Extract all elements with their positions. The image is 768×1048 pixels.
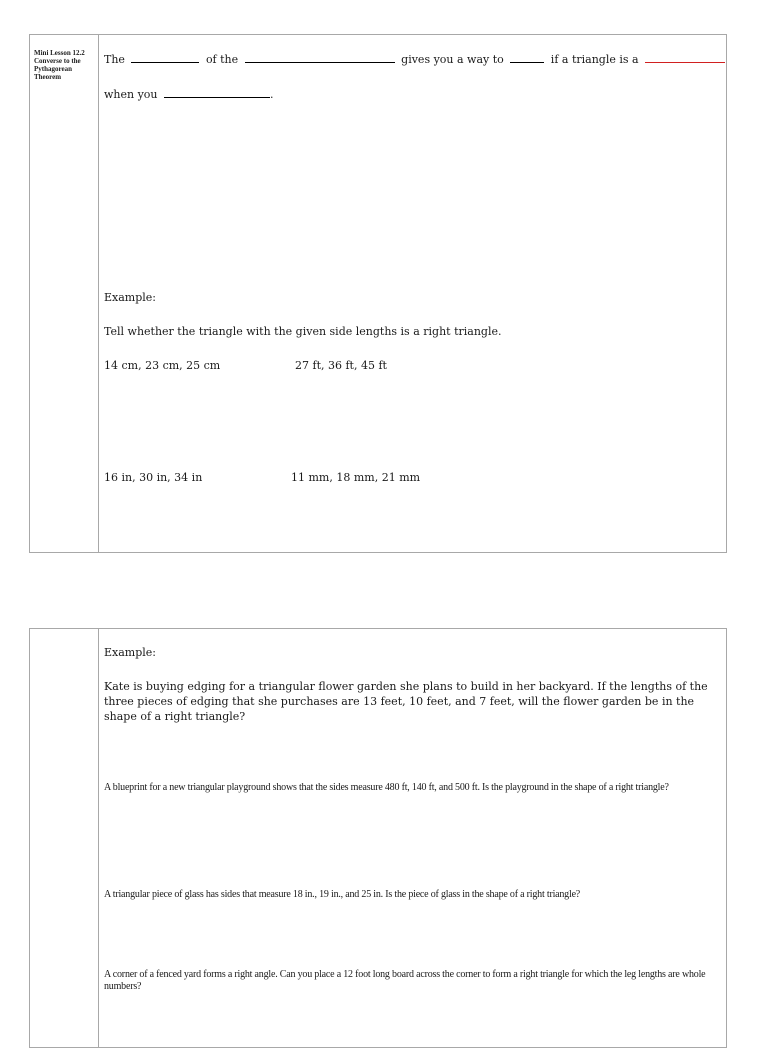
lesson-box-1 — [29, 34, 727, 553]
example-label: Example: — [104, 646, 156, 659]
problem-3: 16 in, 30 in, 34 in — [104, 471, 203, 484]
lesson-box-2 — [29, 628, 727, 1048]
lesson-label: Mini Lesson 12.2 Converse to the Pythagorean Theorem — [34, 49, 85, 81]
answer-blank[interactable] — [645, 51, 725, 63]
sentence-word: gives you a way to — [401, 53, 504, 66]
sentence-word: of the — [205, 53, 239, 66]
example-label: Example: — [104, 291, 156, 304]
side-column — [30, 35, 99, 552]
sentence-word: if a triangle is a — [550, 53, 639, 66]
fill-in-sentence-line-1 — [104, 51, 728, 67]
problem-4: 11 mm, 18 mm, 21 mm — [291, 471, 421, 484]
problem-1: 14 cm, 23 cm, 25 cm — [104, 359, 221, 372]
answer-blank[interactable] — [164, 86, 270, 98]
fill-in-sentence-line-2 — [104, 86, 274, 102]
blueprint-problem: A blueprint for a new triangular playground shows that the sides measure 480 ft, 140 ft, and 500 ft. Is the playground in the shape of a right triangle? — [104, 782, 669, 793]
glass-problem: A triangular piece of glass has sides that measure 18 in., 19 in., and 25 in. Is the piece of glass in the shape of a right triangle? — [104, 889, 581, 900]
sentence-word: when you — [104, 88, 158, 101]
answer-blank[interactable] — [510, 51, 544, 63]
side-column — [30, 629, 99, 1047]
sentence-word: The — [104, 53, 125, 66]
problem-2: 27 ft, 36 ft, 45 ft — [295, 359, 387, 372]
fence-problem: A corner of a fenced yard forms a right angle. Can you place a 12 foot long board across the corner to form a right triangle for which the leg lengths are whole numbers? — [104, 969, 706, 992]
instruction-text: Tell whether the triangle with the given side lengths is a right triangle. — [104, 325, 502, 338]
answer-blank[interactable] — [245, 51, 395, 63]
kate-problem: Kate is buying edging for a triangular flower garden she plans to build in her backyard. If the lengths of the three pieces of edging that she purchases are 13 feet, 10 feet, and 7 feet, will the flower garden be in the shape of a right triangle? — [104, 680, 708, 723]
sentence-word: . — [270, 88, 274, 101]
answer-blank[interactable] — [131, 51, 199, 63]
